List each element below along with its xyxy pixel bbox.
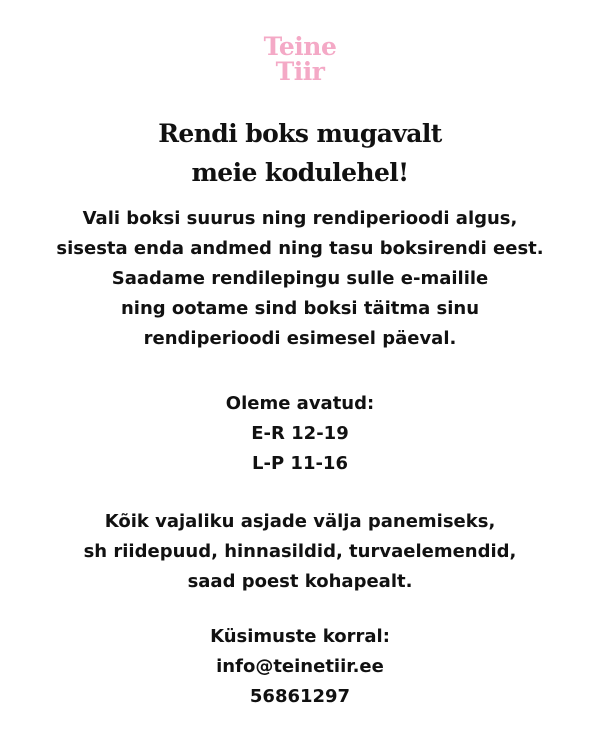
- logo-line-1: Teine: [263, 32, 337, 61]
- heading-line-1: Rendi boks mugavalt: [158, 119, 442, 148]
- contact-info: [0, 622, 600, 712]
- intro-line: ning ootame sind boksi täitma sinu: [120, 298, 480, 319]
- supplies-paragraph: [0, 507, 600, 597]
- page-heading: [0, 114, 600, 192]
- opening-hours-weekend: L-P 11-16: [252, 453, 348, 474]
- intro-line: sisesta enda andmed ning tasu boksirendi eest.: [56, 238, 544, 259]
- contact-email: info@teinetiir.ee: [216, 656, 384, 677]
- intro-line: Vali boksi suurus ning rendiperioodi algus,: [82, 208, 518, 229]
- contact-title: Küsimuste korral:: [210, 626, 390, 647]
- supplies-line: saad poest kohapealt.: [187, 571, 413, 592]
- logo-line-2: Tiir: [275, 57, 325, 86]
- supplies-line: sh riidepuud, hinnasildid, turvaelemendid,: [83, 541, 517, 562]
- intro-paragraph: [0, 204, 600, 354]
- opening-hours: [0, 389, 600, 479]
- supplies-line: Kõik vajaliku asjade välja panemiseks,: [104, 511, 496, 532]
- intro-line: Saadame rendilepingu sulle e-mailile: [111, 268, 489, 289]
- heading-line-2: meie kodulehel!: [191, 158, 409, 187]
- brand-logo: [0, 34, 600, 84]
- opening-hours-weekdays: E-R 12-19: [251, 423, 349, 444]
- contact-phone: 56861297: [249, 686, 351, 707]
- intro-line: rendiperioodi esimesel päeval.: [143, 328, 457, 349]
- opening-hours-title: Oleme avatud:: [225, 393, 375, 414]
